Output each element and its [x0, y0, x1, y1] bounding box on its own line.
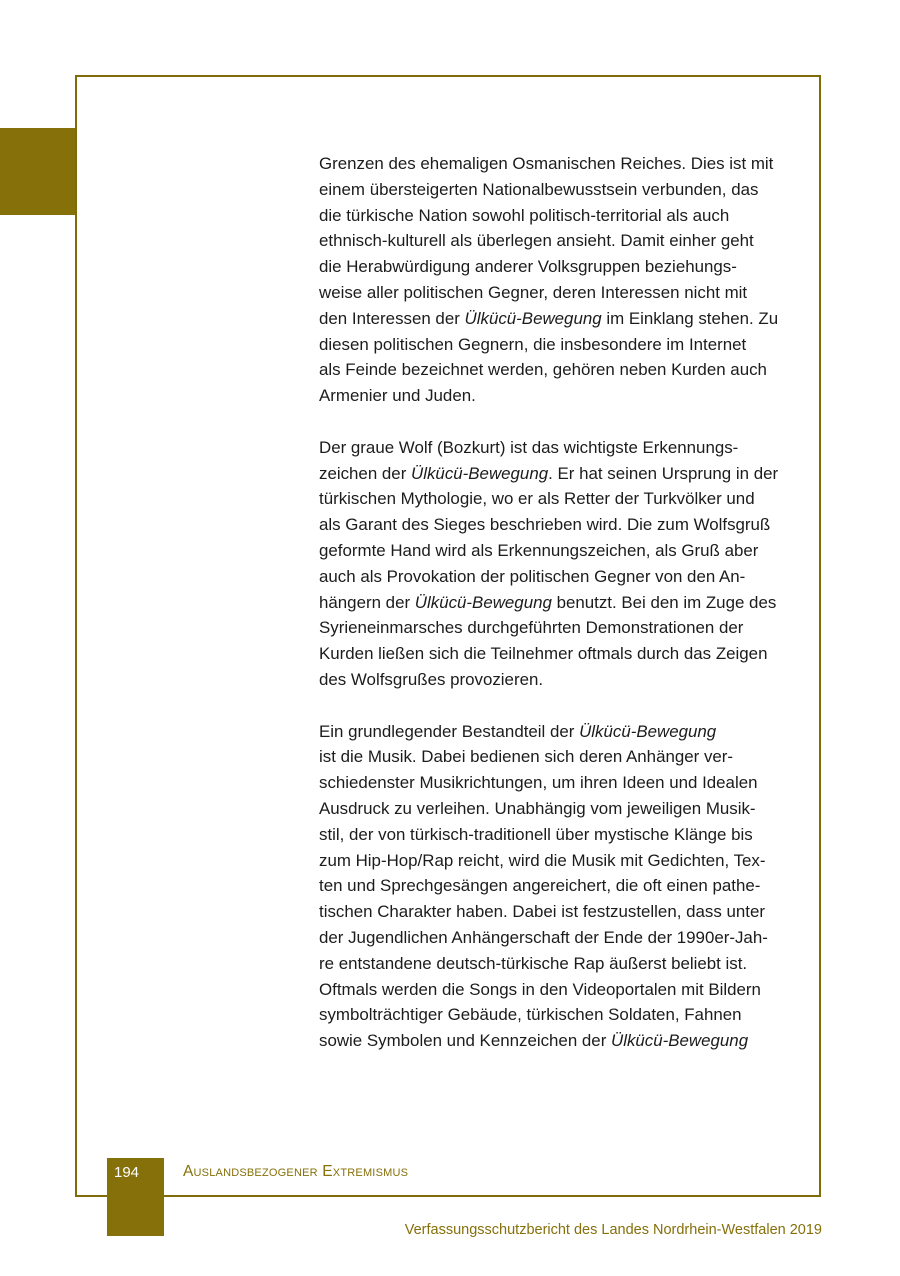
emphasis-term: Ülkücü-Bewegung [414, 592, 552, 612]
text-segment: einem übersteigerten Nationalbewusstsein verbunden, das [319, 179, 759, 199]
text-line [319, 383, 799, 409]
text-line [319, 590, 799, 616]
text-segment: stil, der von türkisch-traditionell über mystische Klänge bis [319, 824, 753, 844]
text-line [319, 1028, 799, 1054]
text-line [319, 486, 799, 512]
text-segment: symbolträchtiger Gebäude, türkischen Soldaten, Fahnen [319, 1005, 742, 1025]
text-line [319, 538, 799, 564]
publication-title: Verfassungsschutzbericht des Landes Nordrhein-Westfalen 2019 [404, 1222, 822, 1238]
text-segment: zum Hip-Hop/Rap reicht, wird die Musik mit Gedichten, Tex- [319, 850, 766, 870]
text-line [319, 667, 799, 693]
text-segment: benutzt. Bei den im Zuge des [551, 592, 777, 612]
text-segment: die Herabwürdigung anderer Volksgruppen beziehungs- [319, 257, 737, 277]
text-line [319, 1002, 799, 1028]
text-segment: geformte Hand wird als Erkennungszeichen, als Gruß aber [319, 540, 759, 560]
text-segment: im Einklang stehen. Zu [601, 308, 779, 328]
text-line [319, 357, 799, 383]
text-segment: des Wolfsgrußes provozieren. [319, 669, 544, 689]
text-segment: ten und Sprechgesängen angereichert, die oft einen pathe- [319, 876, 761, 896]
text-line [319, 228, 799, 254]
text-segment: . Er hat seinen Ursprung in der [548, 463, 779, 483]
text-line [319, 641, 799, 667]
text-line [319, 770, 799, 796]
body-text [319, 151, 799, 1080]
text-line [319, 615, 799, 641]
text-line [319, 848, 799, 874]
text-line [319, 977, 799, 1003]
emphasis-term: Ülkücü-Bewegung [579, 721, 717, 741]
emphasis-term: Ülkücü-Bewegung [411, 463, 549, 483]
text-segment: sowie Symbolen und Kennzeichen der [319, 1031, 612, 1051]
text-segment: auch als Provokation der politischen Gegner von den An- [319, 566, 746, 586]
text-segment: hängern der [319, 592, 415, 612]
text-line [319, 744, 799, 770]
text-line [319, 435, 799, 461]
text-segment: Kurden ließen sich die Teilnehmer oftmals durch das Zeigen [319, 644, 768, 664]
text-segment: den Interessen der [319, 308, 465, 328]
text-segment: als Feinde bezeichnet werden, gehören neben Kurden auch [319, 360, 767, 380]
text-line [319, 512, 799, 538]
text-line [319, 254, 799, 280]
text-line [319, 719, 799, 745]
paragraph [319, 151, 799, 409]
page-number: 194 [114, 1164, 140, 1181]
text-line [319, 951, 799, 977]
text-segment: ist die Musik. Dabei bedienen sich deren Anhänger ver- [319, 747, 734, 767]
text-line [319, 203, 799, 229]
text-line [319, 873, 799, 899]
text-line [319, 925, 799, 951]
corner-accent-tab [0, 128, 76, 215]
text-segment: als Garant des Sieges beschrieben wird. Die zum Wolfsgruß [319, 515, 771, 535]
text-segment: re entstandene deutsch-türkische Rap äußerst beliebt ist. [319, 953, 748, 973]
text-line [319, 796, 799, 822]
text-segment: ethnisch-kulturell als überlegen ansieht. Damit einher geht [319, 231, 754, 251]
text-line [319, 306, 799, 332]
text-segment: Grenzen des ehemaligen Osmanischen Reiches. Dies ist mit [319, 154, 774, 173]
text-segment: Ein grundlegender Bestandteil der [319, 721, 580, 741]
emphasis-term: Ülkücü-Bewegung [464, 308, 602, 328]
text-segment: weise aller politischen Gegner, deren Interessen nicht mit [319, 282, 748, 302]
text-line [319, 899, 799, 925]
text-line [319, 151, 799, 177]
text-line [319, 822, 799, 848]
text-segment: Ausdruck zu verleihen. Unabhängig vom jeweiligen Musik- [319, 798, 756, 818]
text-line [319, 280, 799, 306]
text-segment: schiedenster Musikrichtungen, um ihren Ideen und Idealen [319, 773, 758, 793]
text-segment: der Jugendlichen Anhängerschaft der Ende der 1990er-Jah- [319, 927, 768, 947]
text-line [319, 177, 799, 203]
text-line [319, 332, 799, 358]
text-line [319, 461, 799, 487]
text-line [319, 564, 799, 590]
text-segment: Oftmals werden die Songs in den Videoportalen mit Bildern [319, 979, 761, 999]
text-segment: Syrieneinmarsches durchgeführten Demonstrationen der [319, 618, 744, 638]
paragraph [319, 435, 799, 693]
paragraph [319, 719, 799, 1054]
text-segment: zeichen der [319, 463, 412, 483]
section-title: Auslandsbezogener Extremismus [183, 1163, 409, 1180]
text-segment: Armenier und Juden. [319, 386, 476, 406]
emphasis-term: Ülkücü-Bewegung [611, 1031, 749, 1051]
text-segment: türkischen Mythologie, wo er als Retter der Turkvölker und [319, 489, 755, 509]
text-segment: tischen Charakter haben. Dabei ist festzustellen, dass unter [319, 902, 765, 922]
text-segment: Der graue Wolf (Bozkurt) ist das wichtigste Erkennungs- [319, 437, 739, 457]
text-segment: die türkische Nation sowohl politisch-territorial als auch [319, 205, 730, 225]
text-segment: diesen politischen Gegnern, die insbesondere im Internet [319, 334, 747, 354]
